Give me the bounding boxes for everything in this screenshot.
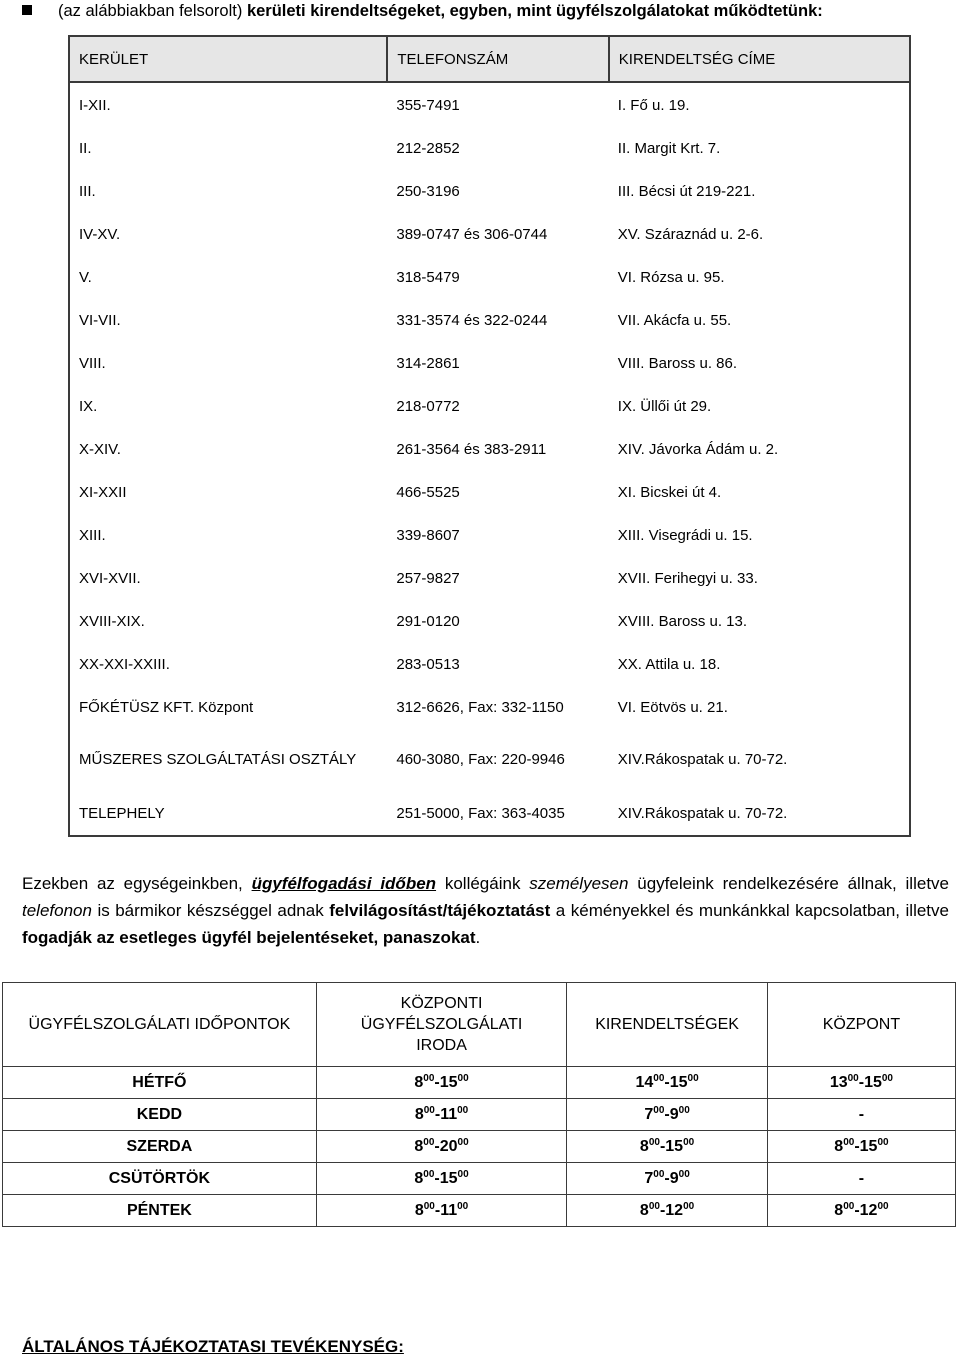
hours-time <box>316 1099 567 1131</box>
time-hours: 8 <box>639 1137 649 1155</box>
table-row <box>3 1067 956 1099</box>
para-text: is bármikor készséggel adnak <box>91 901 330 920</box>
service-paragraph <box>22 870 949 951</box>
intro-text-a: (az alábbiakban felsorolt) <box>58 2 247 20</box>
time-minutes: 00 <box>678 1104 690 1116</box>
time-hours: 8 <box>414 1137 424 1155</box>
time-hours: -9 <box>664 1169 679 1187</box>
header-central-office-text: KÖZPONTI ÜGYFÉLSZOLGÁLATI IRODA <box>360 995 523 1054</box>
office-address: XIV. Jávorka Ádám u. 2. <box>609 428 910 471</box>
hours-day: SZERDA <box>3 1131 317 1163</box>
office-district: XVIII-XIX. <box>69 600 387 643</box>
hours-day: PÉNTEK <box>3 1195 317 1227</box>
office-phone: 257-9827 <box>396 570 460 587</box>
time-minutes: 00 <box>457 1200 469 1212</box>
hours-time <box>316 1163 567 1195</box>
header-central-office <box>316 983 567 1067</box>
office-address: VI. Rózsa u. 95. <box>609 256 910 299</box>
office-district: V. <box>69 256 387 299</box>
office-address: IX. Üllői út 29. <box>609 385 910 428</box>
time-hours: -20 <box>434 1137 458 1155</box>
time-minutes: 00 <box>457 1168 469 1180</box>
bullet-square-icon <box>22 5 32 15</box>
time-minutes: 00 <box>843 1136 855 1148</box>
office-district: VI-VII. <box>69 299 387 342</box>
time-minutes: 00 <box>648 1136 660 1148</box>
office-district: IV-XV. <box>69 213 387 256</box>
table-row <box>3 1163 956 1195</box>
table-row <box>69 213 910 256</box>
time-hours: 8 <box>414 1201 424 1219</box>
time-minutes: 00 <box>457 1072 469 1084</box>
table-row <box>69 557 910 600</box>
office-address: XX. Attila u. 18. <box>609 643 910 686</box>
office-address: II. Margit Krt. 7. <box>609 127 910 170</box>
para-text: kollégáink <box>436 874 530 893</box>
table-row <box>69 127 910 170</box>
office-phone: 331-3574 és 322-0244 <box>396 312 548 329</box>
para-personally: személyesen <box>529 874 629 893</box>
time-hours: 8 <box>414 1073 424 1091</box>
table-row <box>69 385 910 428</box>
office-district: VIII. <box>69 342 387 385</box>
hours-time <box>316 1195 567 1227</box>
office-phone: 212-2852 <box>396 140 460 157</box>
time-hours: - <box>858 1105 865 1123</box>
header-headquarters: KÖZPONT <box>767 983 955 1067</box>
time-hours: -15 <box>858 1073 882 1091</box>
hours-time <box>316 1067 567 1099</box>
office-address: XIII. Visegrádi u. 15. <box>609 514 910 557</box>
office-address: XVII. Ferihegyi u. 33. <box>609 557 910 600</box>
office-phone: 291-0120 <box>396 613 460 630</box>
time-minutes: 00 <box>457 1136 469 1148</box>
hours-table <box>2 982 956 1227</box>
office-phone: 460-3080, Fax: 220-9946 <box>396 751 565 768</box>
para-by-phone: telefonon <box>22 901 92 920</box>
hours-time <box>767 1163 955 1195</box>
office-district: XX-XXI-XXIII. <box>69 643 387 686</box>
hours-time <box>767 1195 955 1227</box>
time-hours: -11 <box>434 1105 458 1123</box>
time-hours: 8 <box>834 1201 844 1219</box>
time-hours: -15 <box>434 1073 458 1091</box>
office-phone: 318-5479 <box>396 269 460 286</box>
hours-day: KEDD <box>3 1099 317 1131</box>
hours-time <box>567 1067 768 1099</box>
table-row <box>69 643 910 686</box>
offices-body <box>69 82 910 836</box>
header-branches: KIRENDELTSÉGEK <box>567 983 768 1067</box>
header-hours: ÜGYFÉLSZOLGÁLATI IDŐPONTOK <box>3 983 317 1067</box>
intro-text-b: kerületi kirendeltségeket, egyben, mint ügyfélszolgálatokat működtetünk: <box>246 2 823 20</box>
time-minutes: 00 <box>843 1200 855 1212</box>
office-address: III. Bécsi út 219-221. <box>609 170 910 213</box>
office-district: FŐKÉTÜSZ KFT. Központ <box>69 686 387 729</box>
office-address: XIV.Rákospatak u. 70-72. <box>609 791 910 836</box>
offices-table <box>68 35 911 837</box>
office-phone: 218-0772 <box>396 398 460 415</box>
office-district: TELEPHELY <box>69 791 387 836</box>
office-district: IX. <box>69 385 387 428</box>
time-minutes: 00 <box>653 1168 665 1180</box>
office-address: VII. Akácfa u. 55. <box>609 299 910 342</box>
para-text: ügyfeleink rendelkezésére állnak, illetve <box>628 874 949 893</box>
table-row <box>69 428 910 471</box>
office-district: XIII. <box>69 514 387 557</box>
time-minutes: 00 <box>423 1104 435 1116</box>
time-minutes: 00 <box>678 1168 690 1180</box>
office-address: VI. Eötvös u. 21. <box>609 686 910 729</box>
hours-time <box>567 1131 768 1163</box>
time-hours: 8 <box>414 1169 424 1187</box>
para-information: felvilágosítást/tájékoztatást <box>329 901 551 920</box>
time-minutes: 00 <box>653 1104 665 1116</box>
hours-time <box>767 1099 955 1131</box>
time-hours: -15 <box>659 1137 684 1155</box>
time-minutes: 00 <box>881 1072 893 1084</box>
para-text: . <box>475 928 481 947</box>
office-address: I. Fő u. 19. <box>609 82 910 127</box>
hours-time <box>567 1163 768 1195</box>
header-phone: TELEFONSZÁM <box>387 36 608 82</box>
office-phone: 283-0513 <box>396 656 460 673</box>
time-minutes: 00 <box>687 1072 699 1084</box>
time-minutes: 00 <box>423 1168 435 1180</box>
time-hours: -12 <box>854 1201 878 1219</box>
hours-time <box>567 1099 768 1131</box>
hours-day: HÉTFŐ <box>3 1067 317 1099</box>
time-hours: 13 <box>829 1073 848 1091</box>
time-minutes: 00 <box>683 1200 695 1212</box>
office-phone: 251-5000, Fax: 363-4035 <box>387 791 608 836</box>
table-row <box>69 342 910 385</box>
time-minutes: 00 <box>847 1072 859 1084</box>
table-row <box>3 1195 956 1227</box>
table-row <box>69 471 910 514</box>
time-minutes: 00 <box>423 1200 435 1212</box>
time-minutes: 00 <box>877 1200 889 1212</box>
time-hours: -12 <box>659 1201 684 1219</box>
table-row <box>69 729 910 791</box>
office-district: X-XIV. <box>69 428 387 471</box>
office-address: XVIII. Baross u. 13. <box>609 600 910 643</box>
offices-header-row <box>69 36 910 82</box>
table-row <box>69 791 910 836</box>
table-row <box>69 686 910 729</box>
time-minutes: 00 <box>457 1104 469 1116</box>
hours-time <box>567 1195 768 1227</box>
office-district: II. <box>69 127 387 170</box>
time-hours: -15 <box>664 1073 688 1091</box>
hours-body <box>3 1067 956 1227</box>
para-office-hours: ügyfélfogadási időben <box>251 874 437 893</box>
office-district: III. <box>69 170 387 213</box>
intro-line <box>22 0 952 28</box>
time-hours: 14 <box>635 1073 654 1091</box>
para-complaints: fogadják az esetleges ügyfél bejelentéseket, panaszokat <box>22 928 476 947</box>
time-hours: - <box>858 1169 865 1187</box>
time-hours: -15 <box>854 1137 878 1155</box>
office-phone: 314-2861 <box>396 355 460 372</box>
table-row <box>3 1099 956 1131</box>
time-hours: 8 <box>834 1137 844 1155</box>
time-hours: -9 <box>664 1105 679 1123</box>
time-minutes: 00 <box>653 1072 665 1084</box>
office-address: XIV.Rákospatak u. 70-72. <box>609 729 910 791</box>
hours-day: CSÜTÖRTÖK <box>3 1163 317 1195</box>
para-text: Ezekben az egységeinkben, <box>22 874 252 893</box>
office-district: I-XII. <box>69 82 387 127</box>
office-district: XVI-XVII. <box>69 557 387 600</box>
time-minutes: 00 <box>423 1072 435 1084</box>
section-title: ÁLTALÁNOS TÁJÉKOZTATASI TEVÉKENYSÉG: <box>22 1337 404 1356</box>
time-minutes: 00 <box>423 1136 435 1148</box>
office-phone: 250-3196 <box>396 183 460 200</box>
header-district: KERÜLET <box>69 36 387 82</box>
table-row <box>69 170 910 213</box>
table-row <box>69 256 910 299</box>
hours-time <box>767 1067 955 1099</box>
table-row <box>69 600 910 643</box>
office-district: MŰSZERES SZOLGÁLTATÁSI OSZTÁLY <box>69 729 387 791</box>
office-phone: 339-8607 <box>396 527 460 544</box>
time-minutes: 00 <box>648 1200 660 1212</box>
office-phone: 389-0747 és 306-0744 <box>396 226 548 243</box>
table-row <box>3 1131 956 1163</box>
office-phone: 466-5525 <box>396 484 460 501</box>
table-row <box>69 299 910 342</box>
time-hours: 8 <box>639 1201 649 1219</box>
office-district: XI-XXII <box>69 471 387 514</box>
table-row <box>69 514 910 557</box>
header-address: KIRENDELTSÉG CÍME <box>609 36 910 82</box>
para-text: a kéményekkel és munkánkkal kapcsolatban, illetve <box>550 901 949 920</box>
office-address: VIII. Baross u. 86. <box>609 342 910 385</box>
time-hours: 7 <box>644 1169 654 1187</box>
hours-time <box>767 1131 955 1163</box>
office-address: XI. Bicskei út 4. <box>609 471 910 514</box>
time-minutes: 00 <box>877 1136 889 1148</box>
hours-time <box>316 1131 567 1163</box>
office-phone: 312-6626, Fax: 332-1150 <box>396 699 564 716</box>
time-hours: 7 <box>644 1105 654 1123</box>
time-hours: -15 <box>434 1169 458 1187</box>
office-phone: 261-3564 és 383-2911 <box>396 441 547 458</box>
time-hours: 8 <box>414 1105 424 1123</box>
hours-header-row <box>3 983 956 1067</box>
office-address: XV. Száraznád u. 2-6. <box>609 213 910 256</box>
office-phone: 355-7491 <box>396 96 460 114</box>
time-minutes: 00 <box>683 1136 695 1148</box>
time-hours: -11 <box>434 1201 458 1219</box>
table-row <box>69 82 910 127</box>
